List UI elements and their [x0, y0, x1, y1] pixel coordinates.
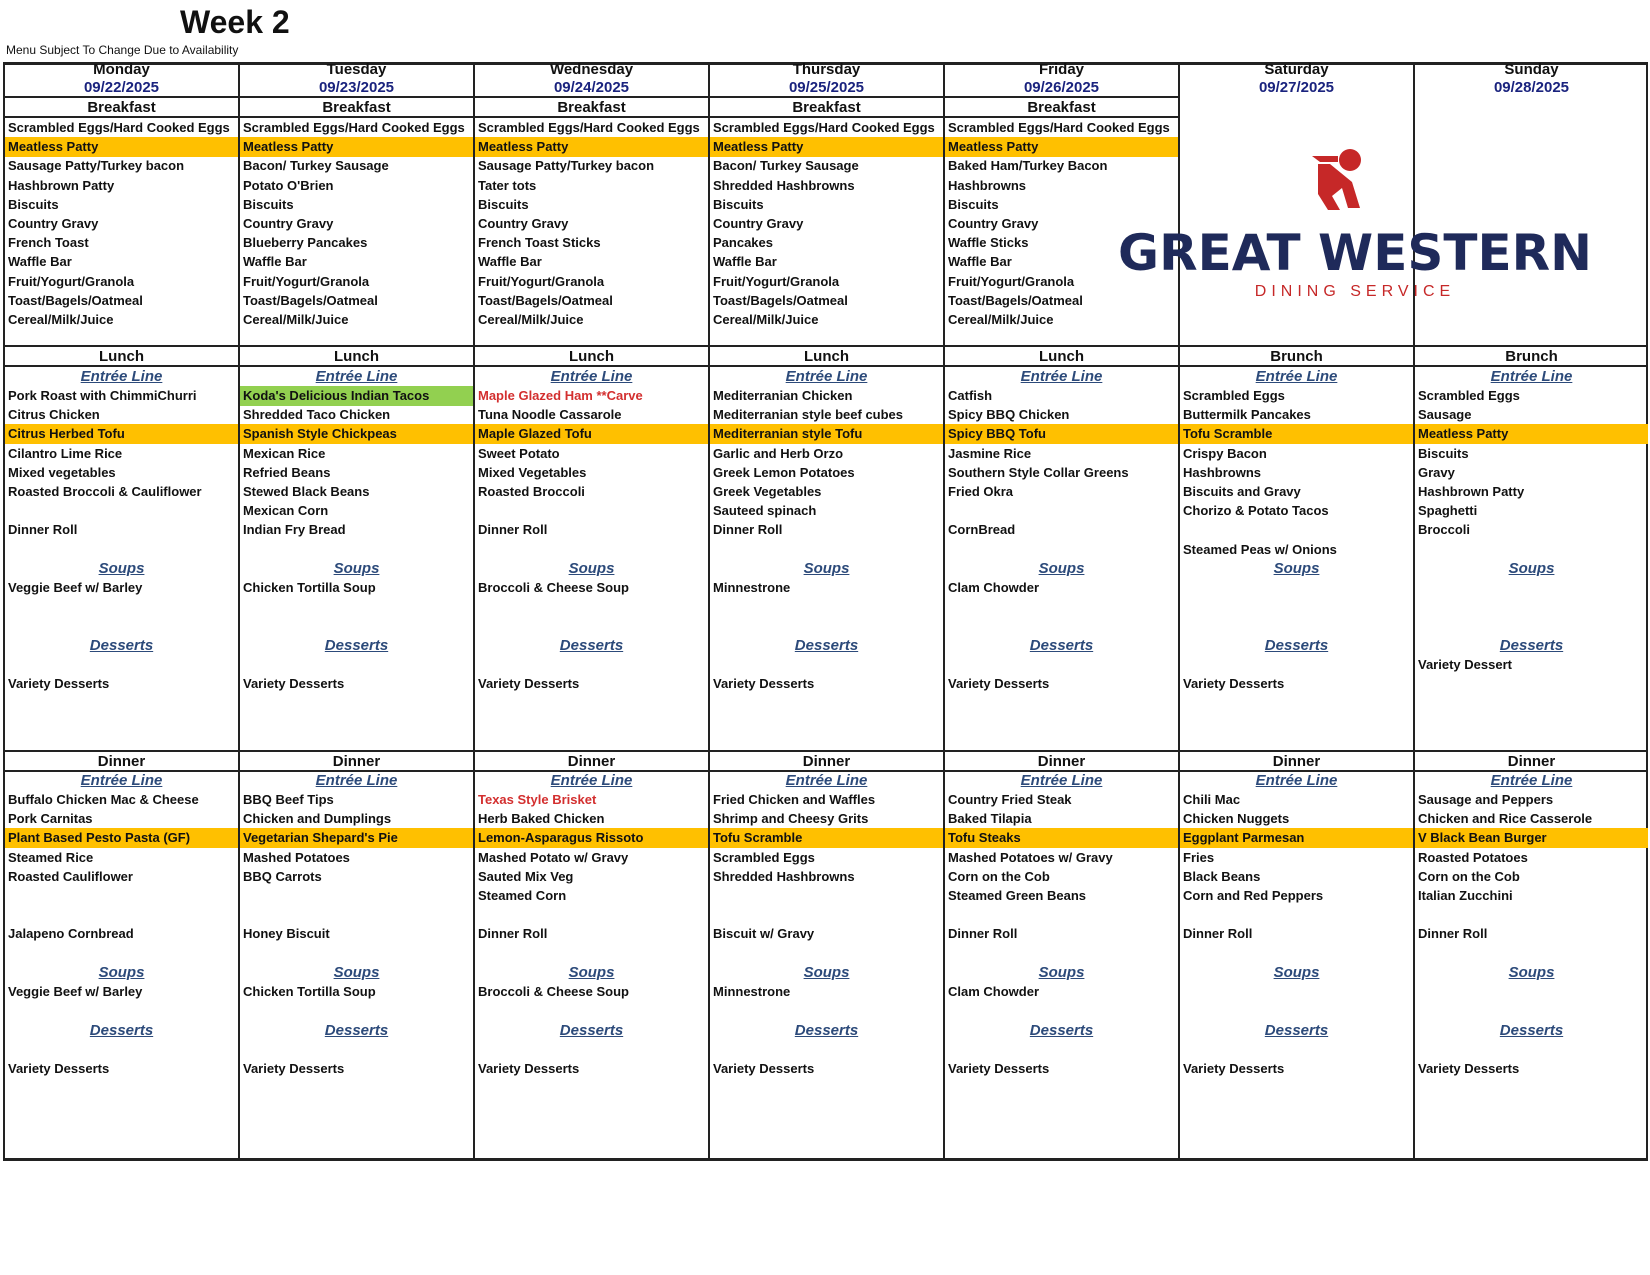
lunch-item: Greek Lemon Potatoes — [713, 464, 855, 480]
subheader-entree-line: Entrée Line — [1490, 772, 1573, 789]
lunch-item: Mixed Vegetables — [478, 464, 587, 480]
dinner-item: Mashed Potatoes w/ Gravy — [948, 849, 1113, 865]
lunch-item — [1180, 520, 1413, 540]
breakfast-item: Potato O'Brien — [243, 177, 334, 193]
lunch-item: Scrambled Eggs — [1183, 388, 1285, 403]
subheader-entree-line: Entrée Line — [1020, 368, 1103, 385]
breakfast-item: Fruit/Yogurt/Granola — [478, 273, 605, 289]
dinner-item: Roasted Cauliflower — [8, 868, 133, 884]
dinner-item: Texas Style Brisket — [478, 792, 597, 807]
breakfast-item: Bacon/ Turkey Sausage — [713, 158, 859, 174]
dinner-item: BBQ Carrots — [243, 868, 322, 884]
meal-header-lunch: Lunch — [945, 345, 1178, 367]
lunch-item: Stewed Black Beans — [243, 484, 370, 499]
lunch-item: Spicy BBQ Tofu — [945, 424, 1178, 444]
breakfast-item: Pancakes — [713, 235, 773, 251]
dinner-item: Baked Tilapia — [948, 811, 1032, 827]
dinner-dessert: Variety Desserts — [713, 1061, 815, 1076]
breakfast-item: Sausage Patty/Turkey bacon — [478, 158, 655, 174]
dinner-item: Biscuit w/ Gravy — [713, 926, 815, 942]
dinner-item: Eggplant Parmesan — [1180, 828, 1413, 848]
lunch-item: Mexican Rice — [243, 445, 326, 461]
breakfast-item: Scrambled Eggs/Hard Cooked Eggs — [243, 120, 465, 135]
subheader-entree-line: Entrée Line — [550, 368, 633, 385]
dinner-item: Black Beans — [1183, 868, 1261, 884]
lunch-dessert — [1180, 655, 1413, 675]
meal-header-dinner: Dinner — [1180, 750, 1413, 772]
subheader-soups: Soups — [1273, 560, 1320, 577]
dinner-item: Chicken and Rice Casserole — [1418, 811, 1593, 827]
lunch-item: Dinner Roll — [478, 522, 548, 538]
breakfast-item: Scrambled Eggs/Hard Cooked Eggs — [948, 120, 1170, 135]
breakfast-item: Scrambled Eggs/Hard Cooked Eggs — [478, 120, 700, 135]
lunch-soup: Minnestrone — [713, 580, 791, 595]
dinner-item: Corn on the Cob — [1418, 868, 1520, 884]
subheader-entree-line: Entrée Line — [1255, 368, 1338, 385]
breakfast-item: Scrambled Eggs/Hard Cooked Eggs — [713, 120, 935, 135]
dinner-item: Dinner Roll — [948, 926, 1018, 942]
lunch-item: Southern Style Collar Greens — [948, 464, 1129, 480]
dinner-item: Herb Baked Chicken — [478, 811, 605, 827]
dinner-item — [710, 905, 943, 925]
breakfast-item: Cereal/Milk/Juice — [243, 312, 349, 327]
lunch-item: Buttermilk Pancakes — [1183, 407, 1311, 423]
lunch-dessert — [5, 655, 238, 675]
day-column-wednesday — [473, 62, 708, 1161]
lunch-dessert — [1415, 674, 1648, 694]
lunch-item: Broccoli — [1418, 522, 1471, 538]
breakfast-item: Sausage Patty/Turkey bacon — [8, 158, 185, 174]
subheader-desserts: Desserts — [1029, 1022, 1094, 1039]
lunch-item: Scrambled Eggs — [1418, 388, 1520, 403]
subheader-soups: Soups — [1508, 560, 1555, 577]
day-date: 09/24/2025 — [553, 79, 630, 96]
breakfast-item: Shredded Hashbrowns — [713, 177, 855, 193]
meal-header-lunch: Lunch — [475, 345, 708, 367]
dinner-item: Shredded Hashbrowns — [713, 868, 855, 884]
subheader-desserts: Desserts — [559, 637, 624, 654]
lunch-dessert: Variety Desserts — [8, 676, 110, 692]
breakfast-item: Biscuits — [8, 196, 59, 212]
dinner-item: Tofu Scramble — [710, 828, 943, 848]
dinner-item — [945, 905, 1178, 925]
lunch-item: Sausage — [1418, 407, 1472, 423]
lunch-soup: Clam Chowder — [948, 580, 1040, 595]
breakfast-item: Hashbrowns — [948, 177, 1027, 193]
breakfast-item: Country Gravy — [948, 216, 1039, 231]
dinner-dessert: Variety Desserts — [243, 1061, 345, 1076]
lunch-item: Citrus Chicken — [8, 407, 100, 423]
meal-header-breakfast: Breakfast — [475, 96, 708, 118]
day-name: Wednesday — [549, 61, 634, 78]
subheader-entree-line: Entrée Line — [80, 772, 163, 789]
dinner-item: Roasted Potatoes — [1418, 849, 1528, 865]
breakfast-item: Biscuits — [713, 196, 764, 212]
lunch-item — [5, 501, 238, 521]
subheader-soups: Soups — [1038, 964, 1085, 981]
lunch-item: Garlic and Herb Orzo — [713, 445, 844, 461]
subheader-entree-line: Entrée Line — [1490, 368, 1573, 385]
breakfast-item: Waffle Bar — [713, 254, 777, 270]
breakfast-item: Fruit/Yogurt/Granola — [243, 273, 370, 289]
meal-header-dinner: Dinner — [1415, 750, 1648, 772]
dinner-item: Chili Mac — [1183, 792, 1241, 807]
subheader-soups: Soups — [1273, 964, 1320, 981]
lunch-dessert: Variety Desserts — [713, 676, 815, 692]
lunch-item: Mexican Corn — [243, 503, 329, 519]
lunch-item: Tuna Noodle Cassarole — [478, 407, 622, 423]
day-column-monday — [3, 62, 238, 1161]
lunch-item: Spaghetti — [1418, 503, 1478, 519]
lunch-dessert — [945, 655, 1178, 675]
meal-header-brunch: Brunch — [1415, 345, 1648, 367]
dinner-item: V Black Bean Burger — [1415, 828, 1648, 848]
dinner-item — [5, 886, 238, 906]
dinner-soup — [1180, 982, 1413, 1002]
dinner-item: Corn and Red Peppers — [1183, 888, 1324, 903]
subheader-desserts: Desserts — [794, 637, 859, 654]
dinner-dessert: Variety Desserts — [478, 1061, 580, 1076]
lunch-dessert — [475, 655, 708, 675]
lunch-item: Tofu Scramble — [1180, 424, 1413, 444]
lunch-item: Pork Roast with ChimmiChurri — [8, 388, 197, 403]
lunch-dessert: Variety Desserts — [478, 676, 580, 692]
lunch-item: Maple Glazed Ham **Carve — [478, 388, 643, 403]
dinner-item: Dinner Roll — [1183, 926, 1253, 942]
lunch-item: Fried Okra — [948, 484, 1014, 499]
subheader-entree-line: Entrée Line — [80, 368, 163, 385]
dinner-item: Shrimp and Cheesy Grits — [713, 811, 869, 827]
lunch-item: Catfish — [948, 388, 993, 403]
lunch-item: Maple Glazed Tofu — [475, 424, 708, 444]
dinner-item — [1415, 905, 1648, 925]
subheader-soups: Soups — [333, 964, 380, 981]
subheader-desserts: Desserts — [1264, 1022, 1329, 1039]
subheader-entree-line: Entrée Line — [785, 368, 868, 385]
subheader-entree-line: Entrée Line — [315, 772, 398, 789]
subheader-desserts: Desserts — [324, 637, 389, 654]
subheader-desserts: Desserts — [1029, 637, 1094, 654]
day-date: 09/23/2025 — [318, 79, 395, 96]
lunch-item: Spicy BBQ Chicken — [948, 407, 1070, 423]
lunch-item: Dinner Roll — [713, 522, 783, 538]
subheader-desserts: Desserts — [89, 1022, 154, 1039]
dinner-item: Sausage and Peppers — [1418, 792, 1554, 807]
breakfast-item: Country Gravy — [478, 216, 569, 231]
subheader-soups: Soups — [98, 964, 145, 981]
subheader-desserts: Desserts — [1264, 637, 1329, 654]
breakfast-item: Biscuits — [243, 196, 294, 212]
dinner-soup: Veggie Beef w/ Barley — [8, 984, 143, 999]
breakfast-item: Fruit/Yogurt/Granola — [8, 273, 135, 289]
breakfast-item: Cereal/Milk/Juice — [478, 312, 584, 327]
lunch-item: Shredded Taco Chicken — [243, 407, 391, 423]
breakfast-item: Waffle Sticks — [948, 235, 1029, 251]
lunch-item — [945, 540, 1178, 560]
lunch-dessert — [710, 655, 943, 675]
lunch-item: Spanish Style Chickpeas — [240, 424, 473, 444]
dinner-soup: Broccoli & Cheese Soup — [478, 984, 629, 999]
dinner-item — [240, 886, 473, 906]
lunch-item — [945, 501, 1178, 521]
lunch-item: Roasted Broccoli — [478, 484, 585, 499]
dinner-dessert: Variety Desserts — [1183, 1061, 1285, 1076]
dinner-dessert: Variety Desserts — [8, 1061, 110, 1076]
breakfast-item: Toast/Bagels/Oatmeal — [8, 292, 143, 308]
lunch-item — [240, 540, 473, 560]
lunch-soup — [1415, 578, 1648, 598]
dinner-item: BBQ Beef Tips — [243, 792, 334, 807]
lunch-item: Mixed vegetables — [8, 464, 116, 480]
dinner-item: Dinner Roll — [478, 926, 548, 942]
breakfast-item: Fruit/Yogurt/Granola — [948, 273, 1075, 289]
breakfast-item: Toast/Bagels/Oatmeal — [948, 292, 1083, 308]
meal-header-breakfast: Breakfast — [710, 96, 943, 118]
meal-header-lunch: Lunch — [5, 345, 238, 367]
breakfast-item: French Toast — [8, 235, 89, 251]
lunch-item — [1415, 540, 1648, 560]
dinner-dessert: Variety Desserts — [948, 1061, 1050, 1076]
menu-disclaimer: Menu Subject To Change Due to Availability — [6, 43, 239, 57]
dinner-item: Chicken and Dumplings — [243, 811, 392, 827]
lunch-item: Indian Fry Bread — [243, 522, 346, 538]
dinner-item: Scrambled Eggs — [713, 849, 815, 865]
subheader-desserts: Desserts — [89, 637, 154, 654]
dinner-item: Steamed Corn — [478, 888, 567, 903]
day-date: 09/27/2025 — [1258, 79, 1335, 96]
lunch-item: Cilantro Lime Rice — [8, 445, 123, 461]
dinner-item: Sauted Mix Veg — [478, 868, 574, 884]
day-name: Thursday — [792, 61, 861, 78]
dinner-item — [1180, 905, 1413, 925]
breakfast-item: Cereal/Milk/Juice — [948, 312, 1054, 327]
breakfast-item: Waffle Bar — [243, 254, 307, 270]
breakfast-item: Blueberry Pancakes — [243, 235, 368, 251]
day-name: Friday — [1038, 61, 1084, 78]
dinner-item: Fries — [1183, 849, 1215, 865]
dinner-soup: Clam Chowder — [948, 984, 1040, 999]
dinner-item: Dinner Roll — [1418, 926, 1488, 942]
breakfast-item: Hashbrown Patty — [8, 177, 115, 193]
breakfast-item: Country Gravy — [243, 216, 334, 231]
dinner-item — [475, 905, 708, 925]
meal-header-breakfast: Breakfast — [945, 96, 1178, 118]
subheader-entree-line: Entrée Line — [550, 772, 633, 789]
lunch-item: Koda's Delicious Indian Tacos — [240, 386, 473, 406]
breakfast-item: Meatless Patty — [475, 137, 708, 157]
lunch-item: Sauteed spinach — [713, 503, 817, 519]
lunch-item — [710, 540, 943, 560]
lunch-item: Crispy Bacon — [1183, 445, 1267, 461]
lunch-item: Greek Vegetables — [713, 484, 822, 499]
subheader-soups: Soups — [98, 560, 145, 577]
subheader-soups: Soups — [1038, 560, 1085, 577]
lunch-item: Dinner Roll — [8, 522, 78, 538]
breakfast-item: Cereal/Milk/Juice — [8, 312, 114, 327]
dinner-dessert: Variety Desserts — [1418, 1061, 1520, 1076]
breakfast-item: Country Gravy — [713, 216, 804, 231]
day-column-thursday — [708, 62, 943, 1161]
subheader-desserts: Desserts — [1499, 1022, 1564, 1039]
lunch-item: Mediterranian Chicken — [713, 388, 853, 403]
dinner-soup: Chicken Tortilla Soup — [243, 984, 376, 999]
lunch-item: Hashbrown Patty — [1418, 484, 1525, 499]
dinner-soup: Minnestrone — [713, 984, 791, 999]
subheader-soups: Soups — [568, 964, 615, 981]
lunch-item: Roasted Broccoli & Cauliflower — [8, 484, 202, 499]
breakfast-item: Biscuits — [948, 196, 999, 212]
subheader-soups: Soups — [333, 560, 380, 577]
breakfast-item: Meatless Patty — [710, 137, 943, 157]
subheader-entree-line: Entrée Line — [1020, 772, 1103, 789]
subheader-soups: Soups — [803, 964, 850, 981]
lunch-item: Chorizo & Potato Tacos — [1183, 503, 1329, 519]
day-date: 09/28/2025 — [1493, 79, 1570, 96]
dinner-item: Country Fried Steak — [948, 792, 1072, 807]
breakfast-item: Waffle Bar — [8, 254, 72, 270]
lunch-soup: Chicken Tortilla Soup — [243, 580, 376, 595]
dinner-item: Italian Zucchini — [1418, 888, 1513, 903]
day-name: Monday — [93, 61, 150, 78]
breakfast-item: Meatless Patty — [5, 137, 238, 157]
dinner-item: Mashed Potato w/ Gravy — [478, 849, 629, 865]
subheader-desserts: Desserts — [1499, 637, 1564, 654]
lunch-dessert: Variety Dessert — [1418, 657, 1512, 672]
subheader-entree-line: Entrée Line — [1255, 772, 1338, 789]
breakfast-item: Scrambled Eggs/Hard Cooked Eggs — [8, 120, 230, 135]
lunch-item: Jasmine Rice — [948, 445, 1032, 461]
breakfast-item: Fruit/Yogurt/Granola — [713, 273, 840, 289]
lunch-item: Biscuits and Gravy — [1183, 484, 1301, 499]
dinner-item: Chicken Nuggets — [1183, 811, 1290, 827]
dinner-item: Corn on the Cob — [948, 868, 1050, 884]
breakfast-item: Biscuits — [478, 196, 529, 212]
lunch-item: Steamed Peas w/ Onions — [1183, 541, 1337, 557]
lunch-item: Mediterranian style Tofu — [710, 424, 943, 444]
dinner-item: Steamed Green Beans — [948, 888, 1087, 903]
lunch-item: Citrus Herbed Tofu — [5, 424, 238, 444]
dinner-soup — [1415, 982, 1648, 1002]
subheader-entree-line: Entrée Line — [315, 368, 398, 385]
breakfast-item: Cereal/Milk/Juice — [713, 312, 819, 327]
lunch-item: Mediterranian style beef cubes — [713, 407, 904, 423]
lunch-soup: Broccoli & Cheese Soup — [478, 580, 629, 595]
lunch-item — [475, 501, 708, 521]
subheader-soups: Soups — [1508, 964, 1555, 981]
breakfast-item: French Toast Sticks — [478, 235, 601, 251]
subheader-desserts: Desserts — [794, 1022, 859, 1039]
dinner-item: Tofu Steaks — [945, 828, 1178, 848]
lunch-item — [475, 540, 708, 560]
server-figure-icon — [1312, 149, 1361, 210]
subheader-soups: Soups — [803, 560, 850, 577]
meal-header-brunch: Brunch — [1180, 345, 1413, 367]
lunch-dessert — [240, 655, 473, 675]
lunch-dessert: Variety Desserts — [948, 676, 1050, 692]
breakfast-item: Waffle Bar — [478, 254, 542, 270]
meal-header-dinner: Dinner — [240, 750, 473, 772]
meal-header-lunch: Lunch — [240, 345, 473, 367]
logo-wordmark: GREAT WESTERN — [1118, 224, 1592, 282]
dinner-item — [5, 905, 238, 925]
day-date: 09/25/2025 — [788, 79, 865, 96]
lunch-item: Biscuits — [1418, 445, 1469, 461]
breakfast-item: Country Gravy — [8, 216, 99, 231]
breakfast-item: Toast/Bagels/Oatmeal — [243, 292, 378, 308]
lunch-item: Sweet Potato — [478, 445, 560, 461]
meal-header-lunch: Lunch — [710, 345, 943, 367]
dinner-item: Mashed Potatoes — [243, 849, 350, 865]
lunch-soup: Veggie Beef w/ Barley — [8, 580, 143, 595]
breakfast-item: Bacon/ Turkey Sausage — [243, 158, 389, 174]
subheader-soups: Soups — [568, 560, 615, 577]
breakfast-item: Tater tots — [478, 177, 537, 193]
meal-header-dinner: Dinner — [710, 750, 943, 772]
logo-tagline: DINING SERVICE — [1254, 283, 1456, 300]
meal-header-dinner: Dinner — [5, 750, 238, 772]
breakfast-item: Baked Ham/Turkey Bacon — [948, 158, 1108, 174]
dinner-item: Jalapeno Cornbread — [8, 926, 134, 942]
subheader-desserts: Desserts — [324, 1022, 389, 1039]
subheader-entree-line: Entrée Line — [785, 772, 868, 789]
dinner-item: Honey Biscuit — [243, 926, 330, 942]
meal-header-dinner: Dinner — [475, 750, 708, 772]
dinner-item: Vegetarian Shepard's Pie — [240, 828, 473, 848]
great-western-logo — [1118, 148, 1592, 308]
day-name: Tuesday — [326, 61, 387, 78]
dinner-item: Buffalo Chicken Mac & Cheese — [8, 792, 199, 807]
dinner-item: Fried Chicken and Waffles — [713, 792, 876, 807]
meal-header-breakfast: Breakfast — [240, 96, 473, 118]
day-name: Sunday — [1504, 61, 1559, 78]
breakfast-item: Meatless Patty — [945, 137, 1178, 157]
breakfast-item: Toast/Bagels/Oatmeal — [478, 292, 613, 308]
lunch-dessert: Variety Desserts — [243, 676, 345, 692]
page-title: Week 2 — [180, 4, 290, 40]
dinner-item: Plant Based Pesto Pasta (GF) — [5, 828, 238, 848]
lunch-dessert: Variety Desserts — [1183, 676, 1285, 692]
day-name: Saturday — [1264, 61, 1329, 78]
subheader-desserts: Desserts — [559, 1022, 624, 1039]
lunch-soup — [1180, 578, 1413, 598]
day-date: 09/22/2025 — [83, 79, 160, 96]
breakfast-item: Waffle Bar — [948, 254, 1012, 270]
lunch-item: Gravy — [1418, 464, 1455, 480]
breakfast-item: Meatless Patty — [240, 137, 473, 157]
lunch-item — [5, 540, 238, 560]
dinner-item: Pork Carnitas — [8, 811, 93, 827]
meal-header-breakfast: Breakfast — [5, 96, 238, 118]
dinner-item: Steamed Rice — [8, 849, 94, 865]
dinner-item — [240, 905, 473, 925]
lunch-item: CornBread — [948, 522, 1016, 538]
day-date: 09/26/2025 — [1023, 79, 1100, 96]
lunch-item: Refried Beans — [243, 464, 331, 480]
dinner-item — [710, 886, 943, 906]
meal-header-dinner: Dinner — [945, 750, 1178, 772]
breakfast-item: Toast/Bagels/Oatmeal — [713, 292, 848, 308]
dinner-item: Lemon-Asparagus Rissoto — [475, 828, 708, 848]
lunch-item: Hashbrowns — [1183, 464, 1262, 480]
lunch-item: Meatless Patty — [1415, 424, 1648, 444]
day-column-tuesday — [238, 62, 473, 1161]
